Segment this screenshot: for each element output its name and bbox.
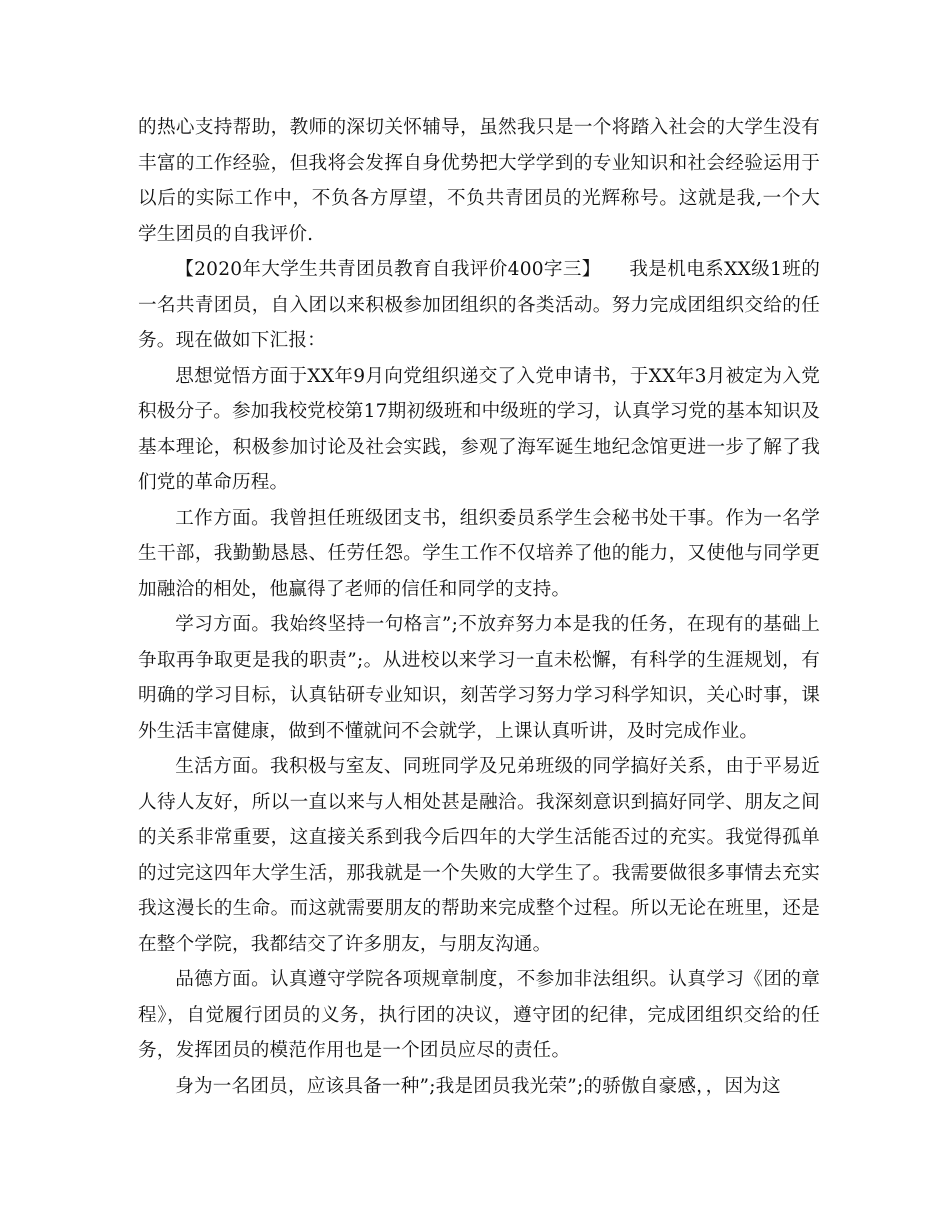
- paragraph-7: 品德方面。认真遵守学院各项规章制度，不参加非法组织。认真学习《团的章程》，自觉履行团员的义务，执行团的决议，遵守团的纪律，完成团组织交给的任务，发挥团员的模范作用也是一个团员应尽的责任。: [138, 969, 820, 1061]
- paragraph-2: 【2020年大学生共青团员教育自我评价400字三】 我是机电系XX级1班的一名共青团员，自入团以来积极参加团组织的各类活动。努力完成团组织交给的任务。现在做如下汇报：: [138, 259, 820, 351]
- paragraph-6: 生活方面。我积极与室友、同班同学及兄弟班级的同学搞好关系，由于平易近人待人友好，所以一直以来与人相处甚是融洽。我深刻意识到搞好同学、朋友之间的关系非常重要，这直接关系到我今后四年的大学生活能否过的充实。我觉得孤单的过完这四年大学生活，那我就是一个失败的大学生了。我需要做很多事情去充实我这漫长的生命。而这就需要朋友的帮助来完成整个过程。所以无论在班里，还是在整个学院，我都结交了许多朋友，与朋友沟通。: [138, 756, 820, 955]
- paragraph-8: 身为一名团员，应该具备一种”;我是团员我光荣”;的骄傲自豪感，，因为这: [175, 1075, 781, 1097]
- paragraph-4: 工作方面。我曾担任班级团支书，组织委员系学生会秘书处干事。作为一名学生干部，我勤勤恳恳、任劳任怨。学生工作不仅培养了他的能力，又使他与同学更加融洽的相处，他赢得了老师的信任和同学的支持。: [138, 507, 820, 600]
- paragraph-5: 学习方面。我始终坚持一句格言”;不放弃努力本是我的任务，在现有的基础上争取再争取更是我的职责”;。从进校以来学习一直未松懈，有科学的生涯规划，有明确的学习目标，认真钻研专业知识，刻苦学习努力学习科学知识，关心时事，课外生活丰富健康，做到不懂就问不会就学，上课认真听讲，及时完成作业。: [138, 614, 820, 742]
- document-body: [138, 110, 820, 1104]
- paragraph-3: 思想觉悟方面于XX年9月向党组织递交了入党申请书，于XX年3月被定为入党积极分子。参加我校党校第17期初级班和中级班的学习，认真学习党的基本知识及基本理论，积极参加讨论及社会实践，参观了海军诞生地纪念馆更进一步了解了我们党的革命历程。: [138, 365, 820, 493]
- paragraph-1: 的热心支持帮助，教师的深切关怀辅导，虽然我只是一个将踏入社会的大学生没有丰富的工作经验，但我将会发挥自身优势把大学学到的专业知识和社会经验运用于以后的实际工作中，不负各方厚望，不负共青团员的光辉称号。这就是我,一个大学生团员的自我评价.: [138, 117, 820, 245]
